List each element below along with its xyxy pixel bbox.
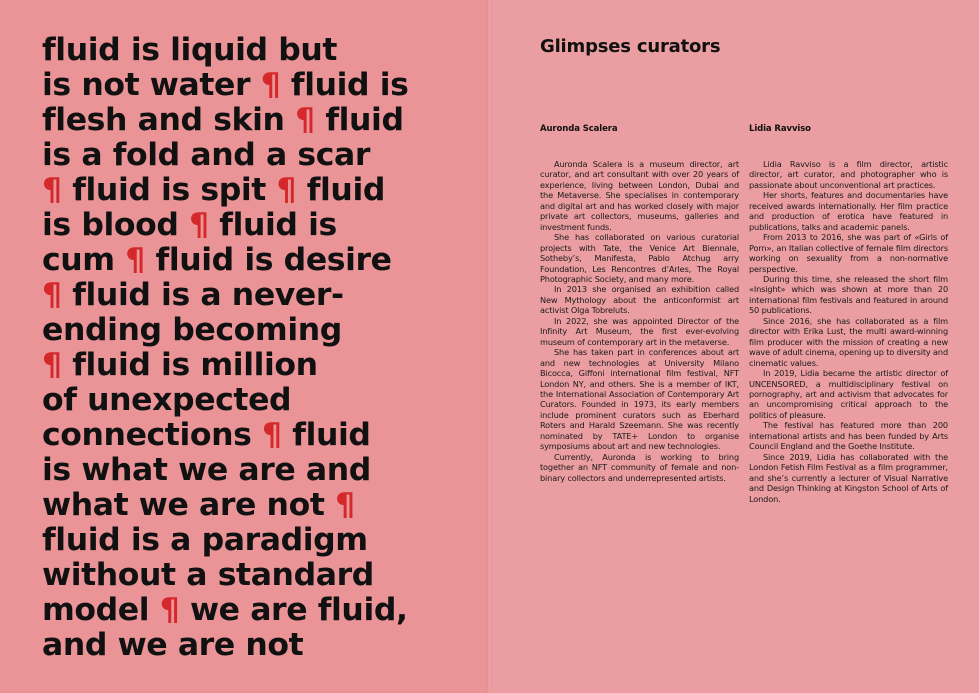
poem-line	[42, 278, 482, 313]
pilcrow-mark: ¶	[276, 172, 297, 208]
bio-paragraph: Auronda Scalera is a museum director, art curator, and art consultant with over 20 years of experience, living between London, Dubai and the Metaverse. She specialises in contemporary and digital art and has worked closely with major private art collectors, museums, galleries and investment funds.	[540, 159, 739, 232]
poem-text: fluid is liquid but	[42, 32, 338, 68]
bio-paragraph: Since 2016, she has collaborated as a film director with Erika Lust, the multi award-winning film producer with the mission of creating a new wave of adult cinema, opening up to diversity and cinematic values.	[749, 315, 948, 368]
poem-line	[42, 313, 482, 348]
poem-line	[42, 348, 482, 383]
bio-paragraph: In 2022, she was appointed Director of the Infinity Art Museum, the first ever-evolving museum of contemporary art in the metaverse.	[540, 315, 739, 347]
poem-text: is blood	[42, 207, 190, 243]
bio-paragraph: Since 2019, Lidia has collaborated with the London Fetish Film Festival as a film programmer, and she’s currently a lecturer of Visual Narrative and Design Thinking at Kingston School of Arts of London.	[749, 451, 948, 504]
poem-text: fluid	[296, 172, 385, 208]
poem-text: fluid is a paradigm	[42, 522, 368, 558]
bio-paragraph: The festival has featured more than 200 international artists and has been funded by Arts Council England and the Goethe Institute.	[749, 420, 948, 452]
poem-text: we are fluid,	[179, 592, 408, 628]
poem-line	[42, 453, 482, 488]
poem-line	[42, 138, 482, 173]
pilcrow-mark: ¶	[295, 102, 315, 138]
poem-text: fluid is	[280, 67, 409, 103]
pilcrow-mark: ¶	[42, 172, 62, 208]
curator-bio	[749, 159, 948, 504]
bio-paragraph: She has taken part in conferences about art and new technologies at University Milano Bicocca, Giffoni international film festival, NFT London NY, and others. She is a member of IKT, the International Association of Contemporary Art Curators. Founded in 1973, its early members include prominent curators such as Eberhard Roters and Harald Szeemann. She was recently nominated by TATE+ London to organise symposiums about art and new technologies.	[540, 347, 739, 452]
poem-text: fluid is	[208, 207, 337, 243]
curator-column-lidia	[749, 124, 948, 504]
pilcrow-mark: ¶	[159, 592, 180, 628]
poem	[42, 33, 482, 663]
poem-text: is not water	[42, 67, 261, 103]
poem-line	[42, 33, 482, 68]
poem-text: ending becoming	[42, 312, 342, 348]
poem-text: fluid	[314, 102, 404, 138]
page-gutter	[486, 0, 492, 693]
poem-line	[42, 418, 482, 453]
poem-text: model	[42, 592, 160, 628]
poem-text: without a standard	[42, 557, 374, 593]
poem-text: fluid is spit	[61, 172, 277, 208]
bio-paragraph: In 2013 she organised an exhibition called New Mythology about the anticonformist art activist Olga Tobreluts.	[540, 284, 739, 316]
poem-text: and we are not	[42, 627, 304, 663]
pilcrow-mark: ¶	[262, 417, 282, 453]
pilcrow-mark: ¶	[42, 277, 62, 313]
poem-text: fluid	[281, 417, 371, 453]
poem-line	[42, 68, 482, 103]
poem-text: fluid is desire	[144, 242, 392, 278]
pilcrow-mark: ¶	[260, 67, 281, 103]
poem-text: flesh and skin	[42, 102, 296, 138]
pilcrow-mark: ¶	[125, 242, 145, 278]
poem-line	[42, 243, 482, 278]
bio-paragraph: Lidia Ravviso is a film director, artistic director, art curator, and photographer who is passionate about unconventional art practices.	[749, 159, 948, 190]
poem-text: is what we are and	[42, 452, 371, 488]
poem-line	[42, 383, 482, 418]
pilcrow-mark: ¶	[42, 347, 62, 383]
bio-paragraph: During this time, she released the short film «Insight» which was shown at more than 20 international film festivals and featured in around 50 publications.	[749, 273, 948, 316]
poem-text: connections	[42, 417, 263, 453]
poem-line	[42, 488, 482, 523]
poem-text: fluid is million	[61, 347, 318, 383]
poem-line	[42, 628, 482, 663]
poem-text: cum	[42, 242, 126, 278]
poem-text: fluid is a never-	[61, 277, 344, 313]
pilcrow-mark: ¶	[335, 487, 355, 523]
pilcrow-mark: ¶	[189, 207, 209, 243]
poem-line	[42, 558, 482, 593]
poem-line	[42, 103, 482, 138]
bio-paragraph: She has collaborated on various curatorial projects with Tate, the Venice Art Biennale, Sotheby’s, Manifesta, Pablo Atchug arry Foundation, Les Rencontres d’Arles, The Royal Photographic Society, and many more.	[540, 232, 739, 284]
poem-text: is a fold and a scar	[42, 137, 371, 173]
poem-line	[42, 173, 482, 208]
bio-paragraph: From 2013 to 2016, she was part of «Girls of Porn», an Italian collective of female film directors working on sexuality from a non-normative perspective.	[749, 232, 948, 274]
bio-paragraph: In 2019, Lidia became the artistic director of UNCENSORED, a multidisciplinary festival on pornography, art and activism that advocates for an uncompromising critical approach to the politics of pleasure.	[749, 368, 948, 420]
curator-column-auronda	[540, 124, 739, 483]
curator-name: Lidia Ravviso	[749, 124, 811, 134]
poem-text: of unexpected	[42, 382, 292, 418]
curator-name: Auronda Scalera	[540, 124, 618, 134]
poem-line	[42, 208, 482, 243]
poem-text: what we are not	[42, 487, 336, 523]
bio-paragraph: Currently, Auronda is working to bring together an NFT community of female and non-binary collectors and underrepresented artists.	[540, 451, 739, 483]
curator-bio	[540, 159, 739, 483]
page-heading: Glimpses curators	[540, 36, 721, 57]
poem-line	[42, 593, 482, 628]
left-page	[0, 0, 489, 693]
bio-paragraph: Her shorts, features and documentaries have received awards internationally. Her film practice and production of erotica have featured in publications, talks and academic panels.	[749, 190, 948, 232]
poem-line	[42, 523, 482, 558]
